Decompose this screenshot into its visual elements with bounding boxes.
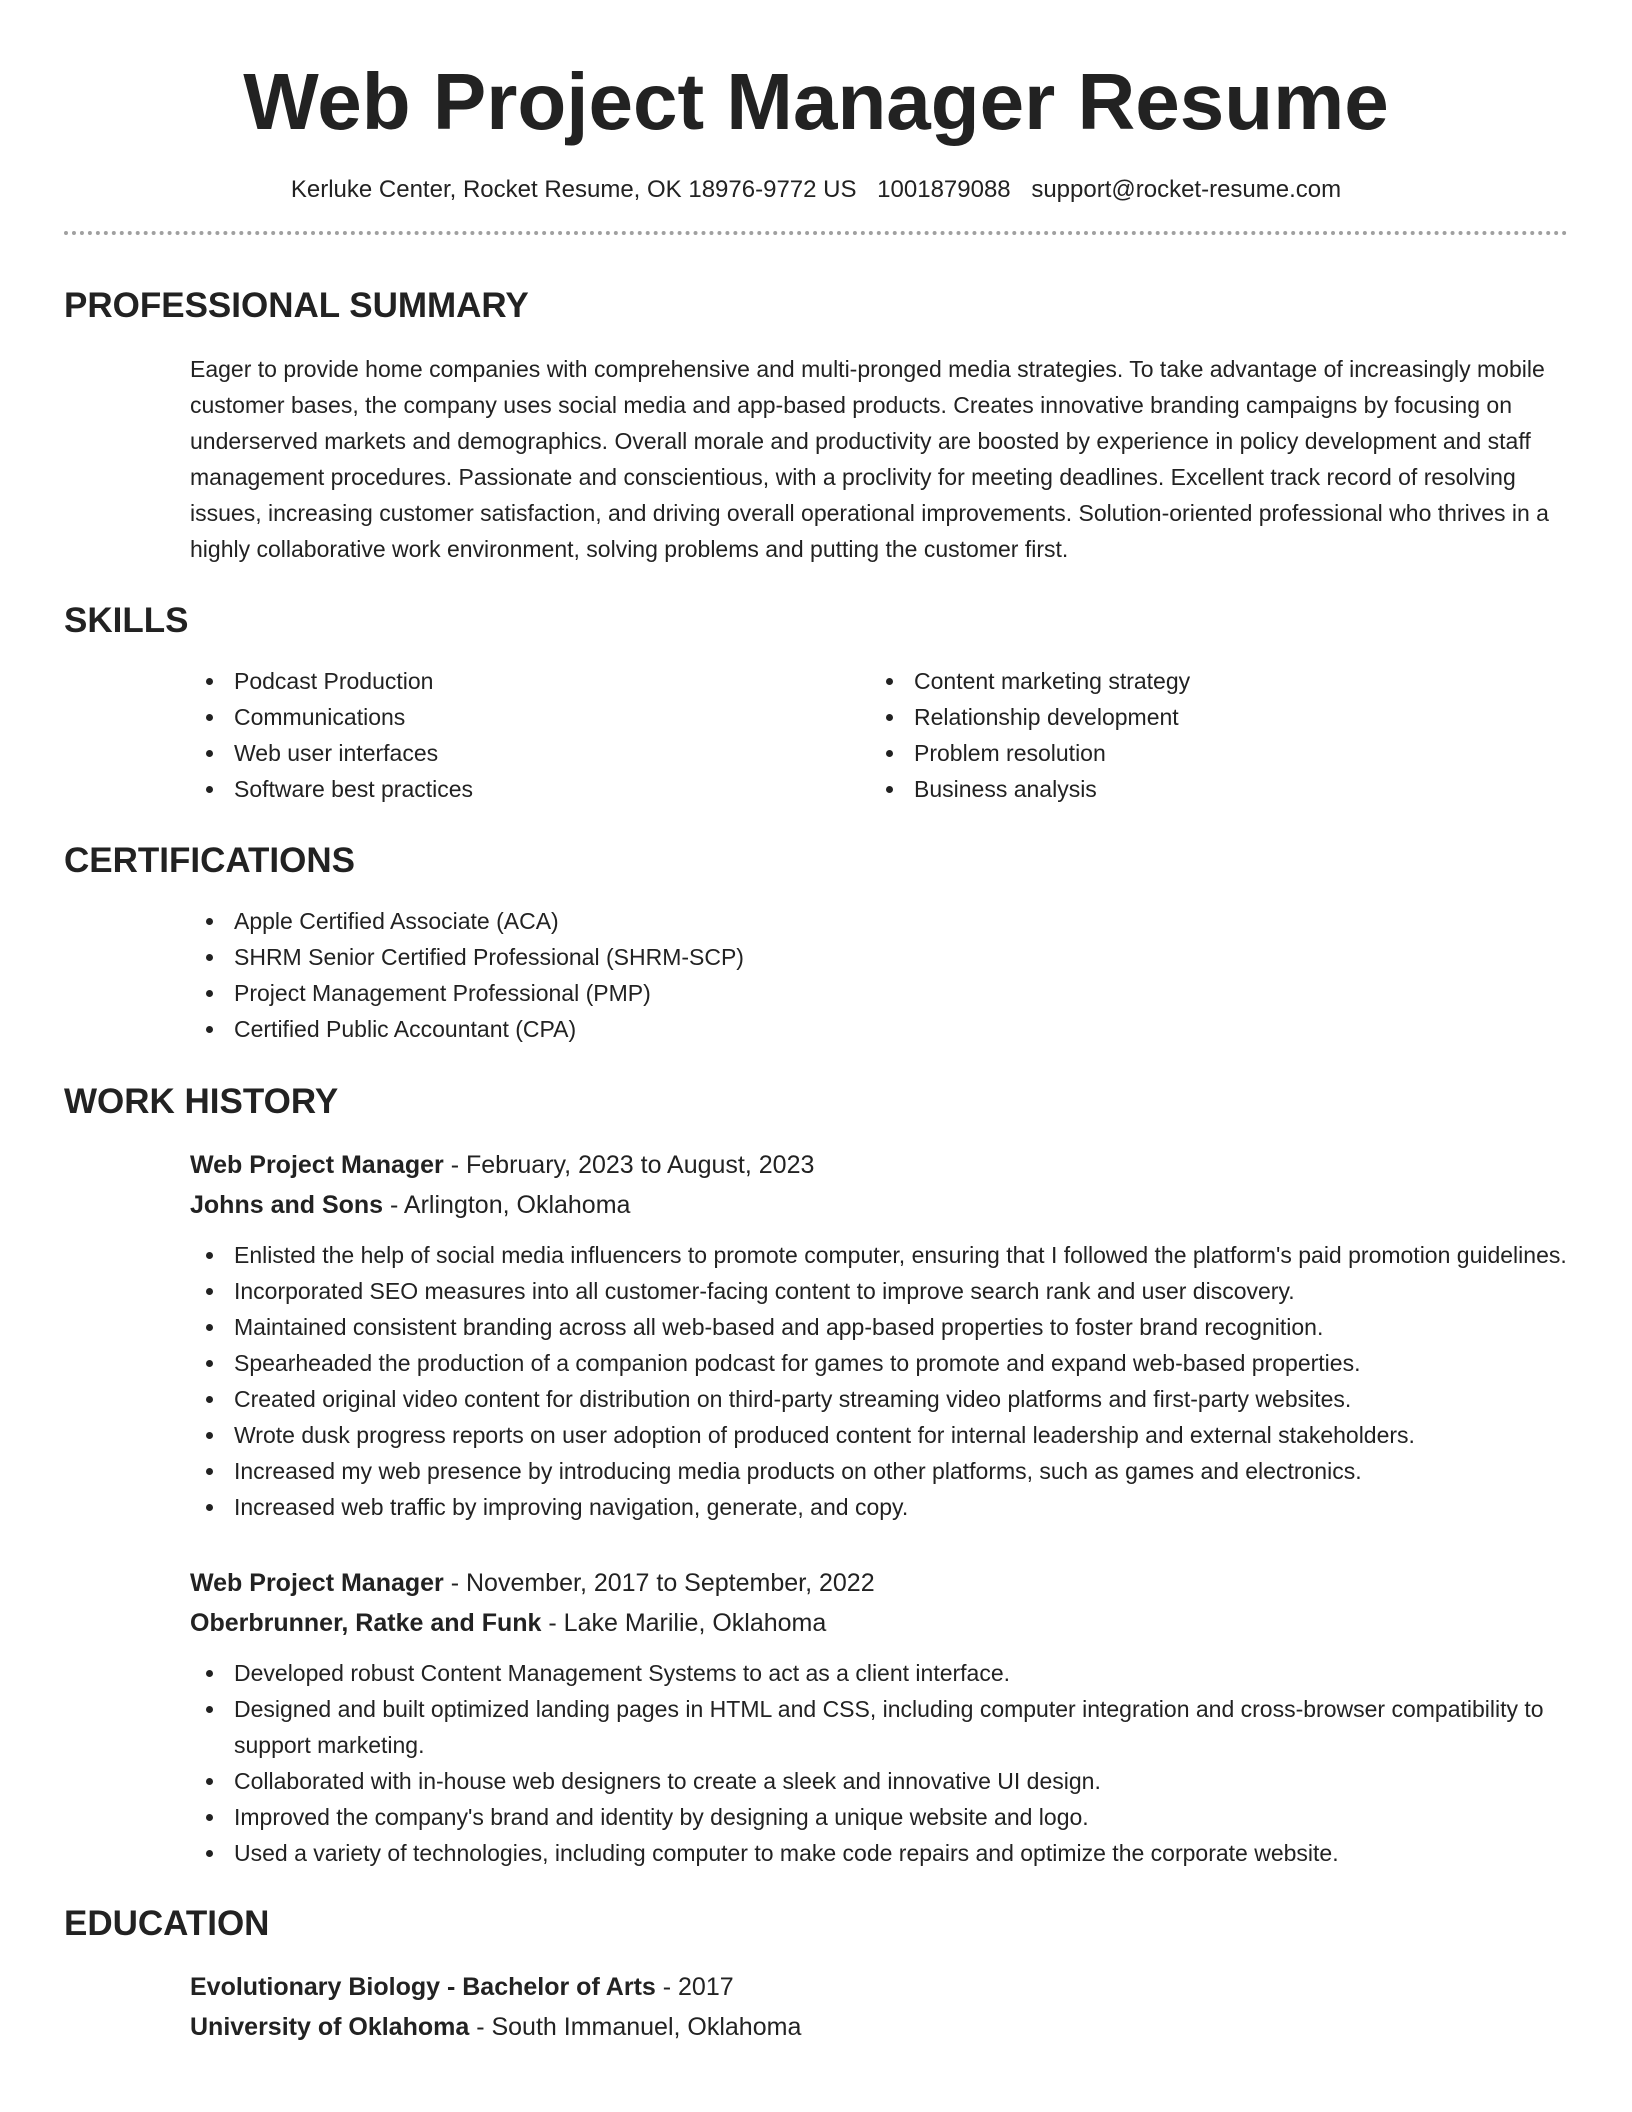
job-bullet: Spearheaded the production of a companion podcast for games to promote and expand web-based properties. [190, 1345, 1568, 1381]
job-bullet: Developed robust Content Management Systems to act as a client interface. [190, 1655, 1568, 1691]
skill-item: Podcast Production [190, 663, 870, 699]
job-bullet: Designed and built optimized landing pages in HTML and CSS, including computer integration and cross-browser compatibility to support marketing. [190, 1691, 1568, 1763]
skills-grid [190, 663, 1568, 807]
certification-item: SHRM Senior Certified Professional (SHRM-SCP) [190, 939, 1568, 975]
job-title-line [190, 1563, 1568, 1603]
job-bullet: Enlisted the help of social media influencers to promote computer, ensuring that I followed the platform's paid promotion guidelines. [190, 1237, 1568, 1273]
job-title-line [190, 1145, 1568, 1185]
skill-item: Business analysis [870, 771, 1550, 807]
skills-right-list [870, 663, 1550, 807]
job-bullet: Maintained consistent branding across all web-based and app-based properties to foster brand recognition. [190, 1309, 1568, 1345]
job-bullet: Collaborated with in-house web designers to create a sleek and innovative UI design. [190, 1763, 1568, 1799]
certification-item: Apple Certified Associate (ACA) [190, 903, 1568, 939]
skills-left-list [190, 663, 870, 807]
job-bullets [190, 1655, 1568, 1871]
skill-item: Relationship development [870, 699, 1550, 735]
skill-item: Problem resolution [870, 735, 1550, 771]
certifications-heading: CERTIFICATIONS [64, 841, 356, 880]
certification-item: Certified Public Accountant (CPA) [190, 1011, 1568, 1047]
job-title: Web Project Manager [190, 1569, 444, 1597]
job-bullet: Increased my web presence by introducing media products on other platforms, such as games and electronics. [190, 1453, 1568, 1489]
job-company-line [190, 1603, 1568, 1643]
contact-line [64, 176, 1568, 204]
contact-phone: 1001879088 [877, 176, 1011, 203]
job-bullet: Improved the company's brand and identity by designing a unique website and logo. [190, 1799, 1568, 1835]
job-dates: - February, 2023 to August, 2023 [443, 1151, 815, 1179]
certifications-list [190, 903, 1568, 1047]
education-school-line [190, 2007, 1568, 2047]
skill-item: Web user interfaces [190, 735, 870, 771]
job-bullet: Created original video content for distribution on third-party streaming video platforms and first-party websites. [190, 1381, 1568, 1417]
education-degree: Evolutionary Biology - Bachelor of Arts [190, 1973, 656, 2001]
education-year: - 2017 [655, 1973, 734, 2001]
resume-page [64, 0, 1568, 2047]
skill-item: Content marketing strategy [870, 663, 1550, 699]
page-title: Web Project Manager Resume [243, 57, 1389, 146]
education-heading: EDUCATION [64, 1904, 270, 1943]
job-bullet: Increased web traffic by improving navigation, generate, and copy. [190, 1489, 1568, 1525]
education-school: University of Oklahoma [190, 2013, 470, 2041]
job-entry [190, 1563, 1568, 1871]
education-location: - South Immanuel, Oklahoma [469, 2013, 802, 2041]
job-bullets [190, 1237, 1568, 1525]
job-location: - Arlington, Oklahoma [383, 1191, 631, 1219]
job-company-line [190, 1185, 1568, 1225]
job-company: Johns and Sons [190, 1191, 384, 1219]
work-history-heading: WORK HISTORY [64, 1082, 339, 1121]
summary-heading: PROFESSIONAL SUMMARY [64, 286, 529, 325]
job-bullet: Wrote dusk progress reports on user adoption of produced content for internal leadership and external stakeholders. [190, 1417, 1568, 1453]
job-dates: - November, 2017 to September, 2022 [443, 1569, 875, 1597]
contact-email: support@rocket-resume.com [1031, 176, 1342, 203]
job-location: - Lake Marilie, Oklahoma [541, 1609, 827, 1637]
skill-item: Software best practices [190, 771, 870, 807]
contact-address: Kerluke Center, Rocket Resume, OK 18976-9772 US [290, 176, 857, 203]
job-bullet: Incorporated SEO measures into all customer-facing content to improve search rank and user discovery. [190, 1273, 1568, 1309]
job-title: Web Project Manager [190, 1151, 444, 1179]
certification-item: Project Management Professional (PMP) [190, 975, 1568, 1011]
skill-item: Communications [190, 699, 870, 735]
summary-text: Eager to provide home companies with comprehensive and multi-pronged media strategies. To take advantage of increasingly mobile customer bases, the company uses social media and app-based products. Creates innovative branding campaigns by focusing on underserved markets and demographics. Overall morale and productivity are boosted by experience in policy development and staff management procedures. Passionate and conscientious, with a proclivity for meeting deadlines. Excellent track record of resolving issues, increasing customer satisfaction, and driving overall operational improvements. Solution-oriented professional who thrives in a highly collaborative work environment, solving problems and putting the customer first. [190, 356, 1549, 562]
education-degree-line [190, 1967, 1568, 2007]
job-entry [190, 1145, 1568, 1525]
header-divider [64, 231, 1568, 235]
education-entry [190, 1967, 1568, 2047]
job-company: Oberbrunner, Ratke and Funk [190, 1609, 542, 1637]
skills-heading: SKILLS [64, 601, 189, 640]
job-bullet: Used a variety of technologies, including computer to make code repairs and optimize the corporate website. [190, 1835, 1568, 1871]
